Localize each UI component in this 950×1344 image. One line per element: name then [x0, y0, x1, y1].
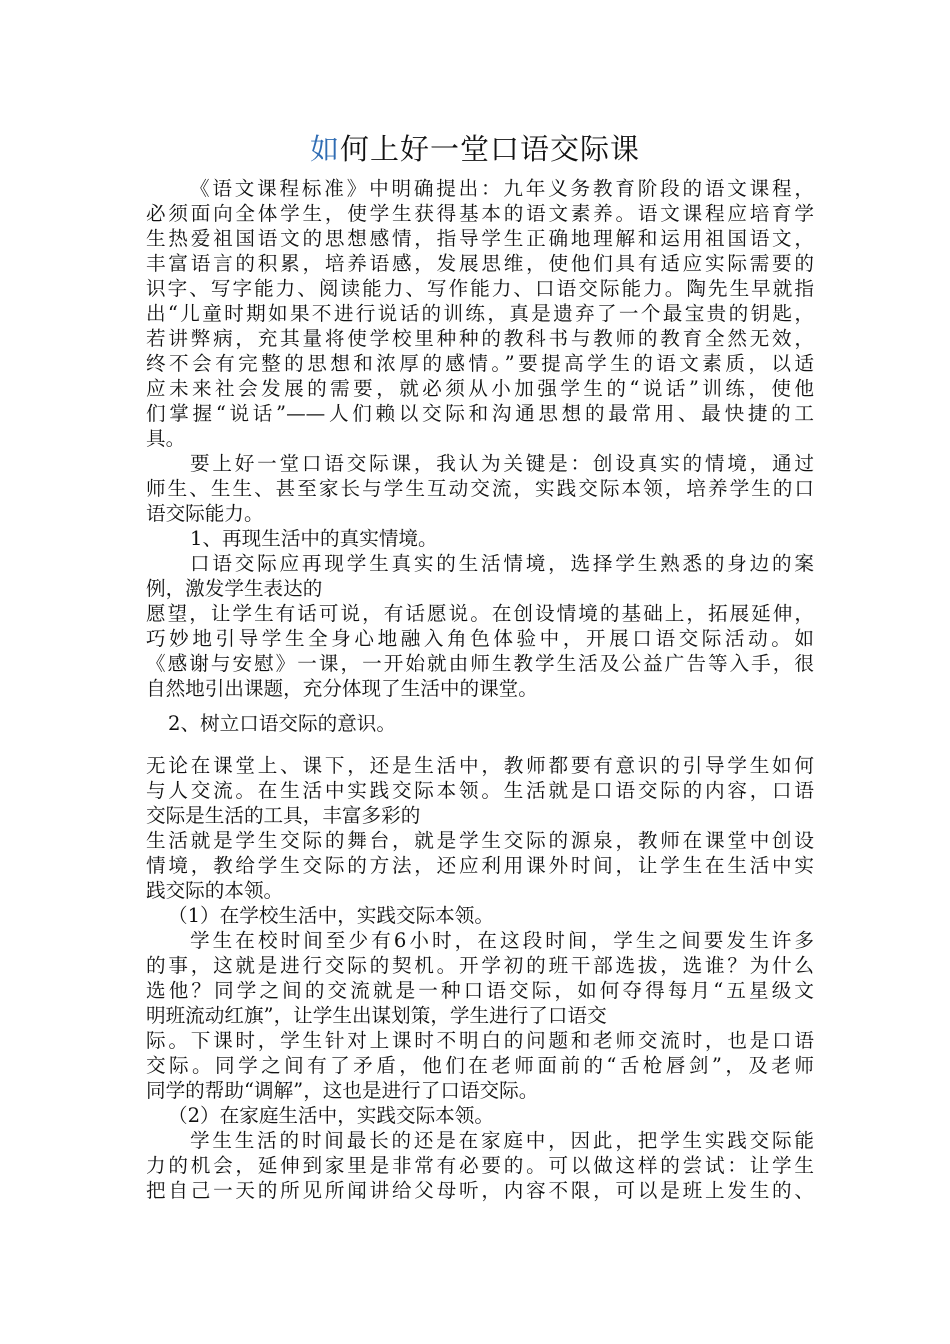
text-line: 愿望，让学生有话可说，有话愿说。在创设情境的基础上，拓展延伸，: [146, 602, 814, 625]
text-line: 践交际的本领。: [146, 879, 284, 902]
text-line: 应未来社会发展的需要，就必须从小加强学生的“说话”训练，使他: [146, 377, 814, 400]
text-line: 选他？同学之间的交流就是一种口语交际，如何夺得每月“五星级文: [146, 979, 814, 1002]
text-line: 的事，这就是进行交际的契机。开学初的班干部选拔，选谁？为什么: [146, 954, 814, 977]
text-line: 无论在课堂上、课下，还是生活中，教师都要有意识的引导学生如何: [146, 754, 814, 777]
spacer: [146, 736, 814, 753]
text-line: 丰富语言的积累，培养语感，发展思维，使他们具有适应实际需要的: [146, 252, 814, 275]
text-line: 自然地引出课题，充分体现了生活中的课堂。: [146, 677, 538, 700]
text-line: 力的机会，延伸到家里是非常有必要的。可以做这样的尝试：让学生: [146, 1154, 814, 1177]
text-line: 师生、生生、甚至家长与学生互动交流，实践交际本领，培养学生的口: [146, 477, 814, 500]
document-body: [146, 176, 814, 1203]
text-line: 与人交流。在生活中实践交际本领。生活就是口语交际的内容，口语: [146, 779, 814, 802]
text-line: 例，激发学生表达的: [146, 577, 323, 600]
text-line: 巧妙地引导学生全身心地融入角色体验中，开展口语交际活动。如: [146, 627, 814, 650]
text-line: 同学的帮助“调解”，这也是进行了口语交际。: [146, 1079, 539, 1102]
title-rest: 何上好一堂口语交际课: [340, 132, 641, 166]
text-line: 终不会有完整的思想和浓厚的感情。”要提高学生的语文素质，以适: [146, 352, 814, 375]
text-line: 们掌握“说话”——人们赖以交际和沟通思想的最常用、最快捷的工: [146, 402, 814, 425]
text-line: 语交际能力。: [146, 502, 264, 525]
text-line: 若讲弊病，充其量将使学校里种种的教科书与教师的教育全然无效，: [146, 327, 814, 350]
text-line: 《语文课程标准》中明确提出：九年义务教育阶段的语文课程，: [190, 177, 814, 200]
section-heading: 1、再现生活中的真实情境。: [190, 527, 438, 550]
text-line: 生活就是学生交际的舞台，就是学生交际的源泉，教师在课堂中创设: [146, 829, 814, 852]
document-title: [0, 131, 950, 167]
text-line: 学生在校时间至少有6小时，在这段时间，学生之间要发生许多: [190, 929, 814, 952]
text-line: 识字、写字能力、阅读能力、写作能力、口语交际能力。陶先生早就指: [146, 277, 814, 300]
text-line: 必须面向全体学生，使学生获得基本的语文素养。语文课程应培育学: [146, 202, 814, 225]
text-line: 交际是生活的工具，丰富多彩的: [146, 804, 421, 827]
text-line: 出“儿童时期如果不进行说话的训练，真是遗弃了一个最宝贵的钥匙，: [146, 302, 814, 325]
text-line: 生热爱祖国语文的思想感情，指导学生正确地理解和运用祖国语文，: [146, 227, 814, 250]
text-line: 明班流动红旗”，让学生出谋划策，学生进行了口语交: [146, 1004, 607, 1027]
text-line: 际。下课时，学生针对上课时不明白的问题和老师交流时，也是口语: [146, 1029, 814, 1052]
text-line: 要上好一堂口语交际课，我认为关键是：创设真实的情境，通过: [190, 452, 814, 475]
title-first-char: 如: [309, 132, 340, 166]
text-line: 学生生活的时间最长的还是在家庭中，因此，把学生实践交际能: [190, 1129, 814, 1152]
text-line: 情境，教给学生交际的方法，还应利用课外时间，让学生在生活中实: [146, 854, 814, 877]
subsection-heading: （1）在学校生活中，实践交际本领。: [168, 904, 494, 927]
text-line: 口语交际应再现学生真实的生活情境，选择学生熟悉的身边的案: [190, 552, 814, 575]
text-line: 交际。同学之间有了矛盾，他们在老师面前的“舌枪唇剑”，及老师: [146, 1054, 814, 1077]
text-line: 把自己一天的所见所闻讲给父母听，内容不限，可以是班上发生的、: [146, 1179, 814, 1202]
section-heading: 2、树立口语交际的意识。: [168, 712, 396, 735]
subsection-heading: （2）在家庭生活中，实践交际本领。: [168, 1104, 494, 1127]
text-line: 《感谢与安慰》一课，一开始就由师生教学生活及公益广告等入手，很: [146, 652, 814, 675]
spacer: [146, 701, 814, 711]
text-line: 具。: [146, 427, 186, 450]
